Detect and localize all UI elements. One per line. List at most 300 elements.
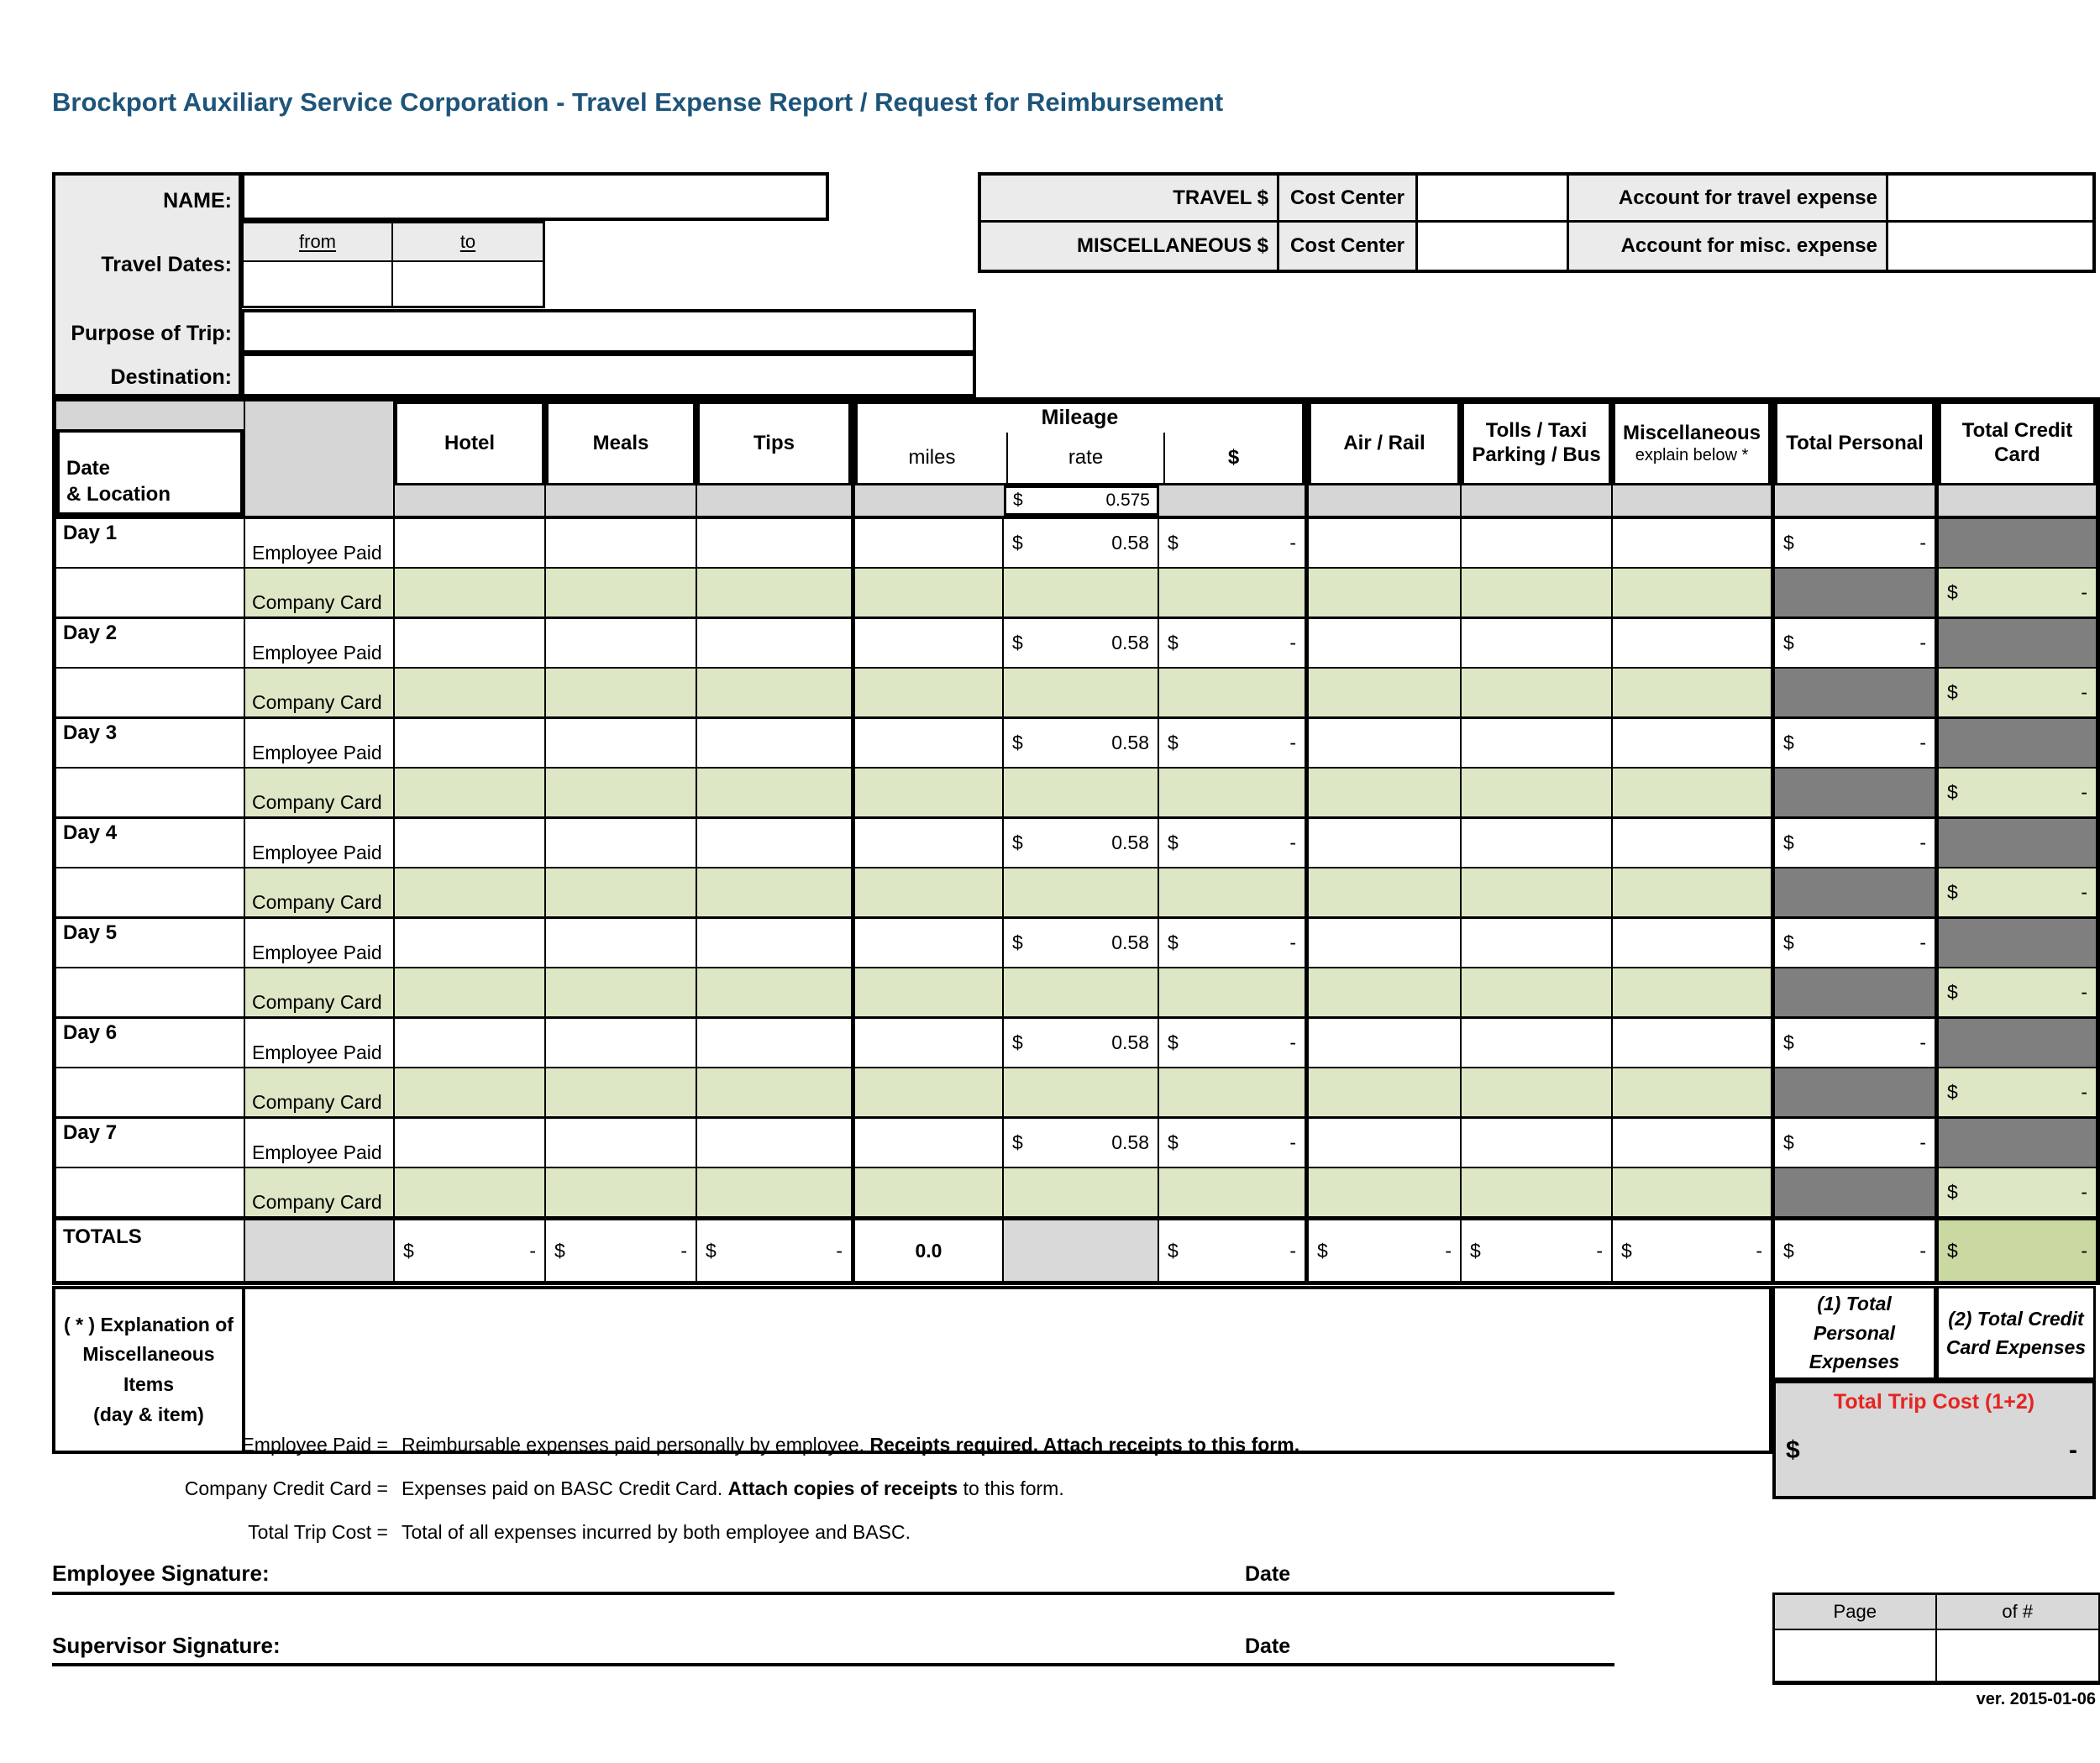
day2-employee-miles-cell[interactable]: [853, 619, 1004, 667]
day4-company-tips-cell[interactable]: [697, 868, 853, 916]
day7-employee-misc-cell[interactable]: [1613, 1119, 1772, 1167]
currency-symbol: $: [1012, 1031, 1023, 1053]
day1-company-hotel-cell[interactable]: [395, 569, 546, 617]
day2-company-card-label: Company Card: [245, 669, 395, 716]
day1-company-air-rail-cell[interactable]: [1306, 569, 1462, 617]
employee-signature-line[interactable]: [52, 1592, 1614, 1595]
day5-employee-total-credit-blocked: [1936, 919, 2096, 967]
mileage-header-box: [855, 401, 1305, 485]
day3-company-card-label: Company Card: [245, 769, 395, 816]
amount-value: -: [1445, 1239, 1452, 1262]
amount-value: -: [1289, 832, 1296, 853]
day6-company-row: [56, 1067, 2096, 1116]
amount-value: 0.58: [1111, 632, 1149, 653]
day1-employee-mileage-amount: [1159, 519, 1306, 567]
currency-symbol: $: [1470, 1239, 1481, 1262]
air-rail-strip: [1309, 485, 1460, 516]
day6-employee-hotel-cell[interactable]: [395, 1019, 546, 1067]
currency-symbol: $: [1621, 1239, 1632, 1262]
misc-header-cell: [1613, 401, 1772, 516]
day4-company-meals-cell[interactable]: [546, 868, 697, 916]
meals-header-cell: [546, 401, 697, 516]
label-line: Personal: [1813, 1321, 1896, 1344]
tolls-header-line2: Parking / Bus: [1472, 443, 1601, 466]
day4-employee-miles-cell[interactable]: [853, 819, 1004, 867]
day1-employee-paid-label: Employee Paid: [245, 519, 395, 567]
legend-line-1: [52, 1423, 1480, 1467]
day4-employee-row: [56, 816, 2096, 867]
day2-company-total-credit: [1936, 669, 2096, 716]
hotel-header: Hotel: [395, 401, 544, 485]
day3-company-row: [56, 767, 2096, 816]
day2-company-total-personal-blocked: [1772, 669, 1936, 716]
day3-company-miles-cell[interactable]: [853, 769, 1004, 816]
day3-company-tolls-cell[interactable]: [1462, 769, 1613, 816]
day4-employee-mileage-amount: [1159, 819, 1306, 867]
day5-employee-air-rail-cell[interactable]: [1306, 919, 1462, 967]
totals-paid-by-cell: [245, 1220, 395, 1281]
legend-text-bold: Attach copies of receipts: [727, 1477, 958, 1499]
amount-value: -: [836, 1239, 843, 1262]
day4-employee-total-personal: [1772, 819, 1936, 867]
day6-employee-tips-cell[interactable]: [697, 1019, 853, 1067]
day6-company-total-credit: [1936, 1068, 2096, 1116]
day4-employee-misc-cell[interactable]: [1613, 819, 1772, 867]
day5-company-meals-cell[interactable]: [546, 968, 697, 1016]
total-trip-cost-label: Total Trip Cost (1+2): [1833, 1390, 2035, 1414]
currency-symbol: $: [1012, 832, 1023, 853]
day1-date-location-cell[interactable]: [56, 569, 245, 617]
info-label-column: [52, 172, 242, 397]
day2-employee-total-credit-blocked: [1936, 619, 2096, 667]
day5-company-mileage-amount-cell[interactable]: [1159, 968, 1306, 1016]
day1-company-mileage-amount-cell[interactable]: [1159, 569, 1306, 617]
totals-tips: [697, 1220, 853, 1281]
prior-rate-value: 0.575: [1105, 491, 1150, 510]
day4-company-card-label: Company Card: [245, 868, 395, 916]
day6-company-tips-cell[interactable]: [697, 1068, 853, 1116]
day5-company-tips-cell[interactable]: [697, 968, 853, 1016]
currency-symbol: $: [1783, 931, 1794, 953]
day1-company-card-label: Company Card: [245, 569, 395, 617]
amount-value: -: [1919, 732, 1926, 753]
day7-employee-miles-cell[interactable]: [853, 1119, 1004, 1167]
day6-company-card-label: Company Card: [245, 1068, 395, 1116]
day6-company-mileage-amount-cell[interactable]: [1159, 1068, 1306, 1116]
currency-symbol: $: [1947, 1081, 1958, 1103]
day6-company-air-rail-cell[interactable]: [1306, 1068, 1462, 1116]
currency-symbol: $: [1012, 1131, 1023, 1153]
day4-employee-tolls-cell[interactable]: [1462, 819, 1613, 867]
currency-symbol: $: [1947, 881, 1958, 903]
day7-employee-tolls-cell[interactable]: [1462, 1119, 1613, 1167]
day6-label-cell[interactable]: Day 6: [56, 1019, 245, 1067]
day2-company-tips-cell[interactable]: [697, 669, 853, 716]
travel-dates-label: Travel Dates:: [101, 253, 232, 276]
day5-employee-tolls-cell[interactable]: [1462, 919, 1613, 967]
day7-company-tips-cell[interactable]: [697, 1168, 853, 1216]
day3-employee-tips-cell[interactable]: [697, 719, 853, 767]
day5-company-miles-cell[interactable]: [853, 968, 1004, 1016]
day7-company-miles-cell[interactable]: [853, 1168, 1004, 1216]
amount-value: 0.58: [1111, 832, 1149, 853]
day2-employee-hotel-cell[interactable]: [395, 619, 546, 667]
day4-employee-meals-cell[interactable]: [546, 819, 697, 867]
totals-mileage-amount: [1159, 1220, 1306, 1281]
day1-employee-miles-cell[interactable]: [853, 519, 1004, 567]
purpose-input[interactable]: [241, 309, 976, 354]
tolls-header-line1: Tolls / Taxi: [1485, 419, 1588, 443]
legend-label: Company Credit Card =: [184, 1477, 388, 1499]
currency-symbol: $: [1783, 1239, 1794, 1262]
currency-symbol: $: [1786, 1436, 1800, 1464]
hotel-strip: [395, 485, 544, 516]
day3-company-misc-cell[interactable]: [1613, 769, 1772, 816]
mileage-header-cell: [853, 401, 1306, 516]
totals-rate-cell: [1004, 1220, 1159, 1281]
day2-employee-tolls-cell[interactable]: [1462, 619, 1613, 667]
day1-employee-tolls-cell[interactable]: [1462, 519, 1613, 567]
day3-employee-hotel-cell[interactable]: [395, 719, 546, 767]
day2-employee-mileage-amount: [1159, 619, 1306, 667]
day6-employee-row: [56, 1016, 2096, 1067]
day3-company-total-personal-blocked: [1772, 769, 1936, 816]
total-credit-header-cell: [1936, 401, 2096, 516]
totals-meals: [546, 1220, 697, 1281]
day3-company-meals-cell[interactable]: [546, 769, 697, 816]
currency-symbol: $: [1168, 1131, 1179, 1153]
totals-air-rail: [1306, 1220, 1462, 1281]
misc-header-title: Miscellaneous: [1622, 421, 1761, 444]
day7-company-hotel-cell[interactable]: [395, 1168, 546, 1216]
amount-value: -: [1919, 1031, 1926, 1053]
day1-company-meals-cell[interactable]: [546, 569, 697, 617]
totals-total-credit: [1936, 1220, 2096, 1281]
day4-employee-hotel-cell[interactable]: [395, 819, 546, 867]
day6-employee-tolls-cell[interactable]: [1462, 1019, 1613, 1067]
day3-company-total-credit: [1936, 769, 2096, 816]
day7-date-location-cell[interactable]: [56, 1168, 245, 1216]
day1-company-mileage-rate-cell[interactable]: [1004, 569, 1159, 617]
legend-text-normal: Total of all expenses incurred by both employee and BASC.: [402, 1520, 911, 1543]
day2-company-miles-cell[interactable]: [853, 669, 1004, 716]
currency-symbol: $: [1783, 1031, 1794, 1053]
day2-date-location-cell[interactable]: [56, 669, 245, 716]
day3-employee-tolls-cell[interactable]: [1462, 719, 1613, 767]
day1-employee-mileage-rate: [1004, 519, 1159, 567]
rate-header: rate: [1006, 433, 1163, 483]
total-credit-expenses-label: [1936, 1286, 2096, 1380]
air-rail-header-cell: [1306, 401, 1462, 516]
day7-employee-meals-cell[interactable]: [546, 1119, 697, 1167]
total-credit-strip: [1939, 485, 2096, 516]
day2-company-mileage-amount-cell[interactable]: [1159, 669, 1306, 716]
amount-value: -: [1919, 532, 1926, 554]
day5-employee-total-personal: [1772, 919, 1936, 967]
day2-company-meals-cell[interactable]: [546, 669, 697, 716]
page-number-input[interactable]: [1775, 1630, 1937, 1681]
day5-employee-misc-cell[interactable]: [1613, 919, 1772, 967]
meals-header: Meals: [546, 401, 696, 485]
currency-symbol: $: [1168, 1239, 1179, 1262]
amount-value: -: [1919, 632, 1926, 653]
misc-cost-center-input[interactable]: [1418, 223, 1569, 270]
total-trip-cost-box: [1772, 1380, 2096, 1499]
day4-company-row: [56, 867, 2096, 916]
day4-employee-paid-label: Employee Paid: [245, 819, 395, 867]
amount-value: 0.58: [1111, 1031, 1149, 1053]
day6-company-mileage-rate-cell[interactable]: [1004, 1068, 1159, 1116]
day6-employee-total-personal: [1772, 1019, 1936, 1067]
currency-symbol: $: [1013, 491, 1023, 510]
destination-input[interactable]: [241, 353, 976, 397]
purpose-label: Purpose of Trip:: [71, 322, 232, 345]
day7-company-mileage-rate-cell[interactable]: [1004, 1168, 1159, 1216]
currency-symbol: $: [1168, 532, 1179, 554]
supervisor-signature-line[interactable]: [52, 1663, 1614, 1666]
currency-symbol: $: [1947, 681, 1958, 703]
day7-employee-air-rail-cell[interactable]: [1306, 1119, 1462, 1167]
day5-company-air-rail-cell[interactable]: [1306, 968, 1462, 1016]
from-input[interactable]: [244, 262, 393, 306]
amount-value: 0.58: [1111, 732, 1149, 753]
day2-employee-paid-label: Employee Paid: [245, 619, 395, 667]
day4-company-tolls-cell[interactable]: [1462, 868, 1613, 916]
day2-label-cell[interactable]: Day 2: [56, 619, 245, 667]
day3-company-mileage-rate-cell[interactable]: [1004, 769, 1159, 816]
amount-value: -: [2081, 781, 2087, 803]
day4-employee-air-rail-cell[interactable]: [1306, 819, 1462, 867]
day6-employee-miles-cell[interactable]: [853, 1019, 1004, 1067]
accounts-block: [978, 172, 2096, 273]
total-personal-expenses-label: [1772, 1286, 1936, 1380]
total-trip-cost-amount: [1776, 1414, 2092, 1465]
amount-value: -: [2081, 881, 2087, 903]
air-rail-header: Air / Rail: [1309, 401, 1460, 485]
label-line: Expenses: [1809, 1351, 1900, 1373]
day3-company-air-rail-cell[interactable]: [1306, 769, 1462, 816]
day3-employee-paid-label: Employee Paid: [245, 719, 395, 767]
travel-account-input[interactable]: [1888, 176, 2092, 223]
day5-employee-miles-cell[interactable]: [853, 919, 1004, 967]
currency-symbol: $: [1168, 931, 1179, 953]
amount-value: -: [1289, 632, 1296, 653]
day3-company-hotel-cell[interactable]: [395, 769, 546, 816]
amount-value: -: [1289, 732, 1296, 753]
day6-employee-misc-cell[interactable]: [1613, 1019, 1772, 1067]
page-title: Brockport Auxiliary Service Corporation - Travel Expense Report / Request for Reimbursement: [52, 87, 1224, 117]
day5-label-cell[interactable]: Day 5: [56, 919, 245, 967]
day5-company-hotel-cell[interactable]: [395, 968, 546, 1016]
day6-employee-paid-label: Employee Paid: [245, 1019, 395, 1067]
day7-employee-total-personal: [1772, 1119, 1936, 1167]
day1-label-cell[interactable]: Day 1: [56, 519, 245, 567]
day2-company-air-rail-cell[interactable]: [1306, 669, 1462, 716]
misc-account-label: Account for misc. expense: [1569, 223, 1888, 270]
amount-value: -: [2069, 1436, 2077, 1464]
legend-text-normal: Expenses paid on BASC Credit Card.: [402, 1477, 728, 1499]
page-box: [1772, 1592, 2100, 1685]
day7-company-air-rail-cell[interactable]: [1306, 1168, 1462, 1216]
amount-value: -: [529, 1239, 536, 1262]
day4-company-miles-cell[interactable]: [853, 868, 1004, 916]
legend-text: [402, 1434, 1299, 1456]
currency-symbol: $: [1168, 632, 1179, 653]
day7-company-row: [56, 1167, 2096, 1216]
day2-company-mileage-rate-cell[interactable]: [1004, 669, 1159, 716]
travel-cost-center-input[interactable]: [1418, 176, 1569, 223]
day3-employee-total-personal: [1772, 719, 1936, 767]
day6-company-total-personal-blocked: [1772, 1068, 1936, 1116]
to-label: to: [459, 231, 476, 252]
day3-date-location-cell[interactable]: [56, 769, 245, 816]
day1-company-miles-cell[interactable]: [853, 569, 1004, 617]
legend: [52, 1423, 1480, 1554]
day3-company-mileage-amount-cell[interactable]: [1159, 769, 1306, 816]
day7-employee-tips-cell[interactable]: [697, 1119, 853, 1167]
page-total-input[interactable]: [1937, 1630, 2099, 1681]
misc-account-input[interactable]: [1888, 223, 2092, 270]
currency-symbol: $: [1012, 732, 1023, 753]
travel-dates-block: [241, 221, 545, 308]
day5-employee-tips-cell[interactable]: [697, 919, 853, 967]
day7-employee-mileage-amount: [1159, 1119, 1306, 1167]
currency-symbol: $: [1012, 931, 1023, 953]
day3-employee-miles-cell[interactable]: [853, 719, 1004, 767]
day6-company-misc-cell[interactable]: [1613, 1068, 1772, 1116]
to-input[interactable]: [393, 262, 543, 306]
amount-value: 0.58: [1111, 931, 1149, 953]
currency-symbol: $: [706, 1239, 717, 1262]
amount-value: -: [2081, 1081, 2087, 1103]
day2-company-misc-cell[interactable]: [1613, 669, 1772, 716]
day3-employee-meals-cell[interactable]: [546, 719, 697, 767]
day4-company-air-rail-cell[interactable]: [1306, 868, 1462, 916]
mileage-subheaders: [858, 433, 1302, 483]
day7-company-tolls-cell[interactable]: [1462, 1168, 1613, 1216]
day2-company-hotel-cell[interactable]: [395, 669, 546, 716]
day6-company-tolls-cell[interactable]: [1462, 1068, 1613, 1116]
day4-date-location-cell[interactable]: [56, 868, 245, 916]
day5-employee-hotel-cell[interactable]: [395, 919, 546, 967]
tolls-header: [1462, 401, 1611, 485]
to-header: [393, 223, 543, 262]
day2-company-tolls-cell[interactable]: [1462, 669, 1613, 716]
table-header-row: [56, 401, 2096, 519]
day5-company-mileage-rate-cell[interactable]: [1004, 968, 1159, 1016]
amount-value: -: [2081, 1181, 2087, 1203]
day7-employee-row: [56, 1116, 2096, 1167]
day3-employee-air-rail-cell[interactable]: [1306, 719, 1462, 767]
day7-company-misc-cell[interactable]: [1613, 1168, 1772, 1216]
day4-company-hotel-cell[interactable]: [395, 868, 546, 916]
travel-amount-label: TRAVEL $: [981, 176, 1279, 223]
totals-hotel: [395, 1220, 546, 1281]
day1-employee-meals-cell[interactable]: [546, 519, 697, 567]
day4-company-mileage-amount-cell[interactable]: [1159, 868, 1306, 916]
day3-company-tips-cell[interactable]: [697, 769, 853, 816]
day6-company-meals-cell[interactable]: [546, 1068, 697, 1116]
currency-symbol: $: [1947, 1181, 1958, 1203]
day2-employee-meals-cell[interactable]: [546, 619, 697, 667]
day6-company-miles-cell[interactable]: [853, 1068, 1004, 1116]
label-line: (2) Total Credit: [1948, 1307, 2084, 1330]
day7-employee-hotel-cell[interactable]: [395, 1119, 546, 1167]
day1-employee-tips-cell[interactable]: [697, 519, 853, 567]
amount-value: -: [1919, 1239, 1926, 1262]
meals-strip: [546, 485, 696, 516]
legend-text-normal: Reimbursable expenses paid personally by employee.: [402, 1433, 870, 1456]
currency-symbol: $: [1168, 732, 1179, 753]
amount-value: -: [680, 1239, 687, 1262]
day5-date-location-cell[interactable]: [56, 968, 245, 1016]
employee-date-label: Date: [1245, 1562, 1291, 1586]
amount-value: 0.58: [1111, 1131, 1149, 1153]
amount-value: -: [1919, 1131, 1926, 1153]
currency-symbol: $: [1168, 832, 1179, 853]
day3-employee-misc-cell[interactable]: [1613, 719, 1772, 767]
day1-company-tolls-cell[interactable]: [1462, 569, 1613, 617]
day5-employee-mileage-rate: [1004, 919, 1159, 967]
name-input[interactable]: [241, 172, 829, 221]
explanation-line3: Items: [123, 1373, 175, 1395]
day2-employee-misc-cell[interactable]: [1613, 619, 1772, 667]
day2-employee-total-personal: [1772, 619, 1936, 667]
currency-symbol: $: [1012, 632, 1023, 653]
day1-employee-hotel-cell[interactable]: [395, 519, 546, 567]
day5-employee-mileage-amount: [1159, 919, 1306, 967]
day7-company-mileage-amount-cell[interactable]: [1159, 1168, 1306, 1216]
legend-text: [402, 1521, 911, 1544]
date-header-line2: & Location: [66, 482, 171, 506]
day3-label-cell[interactable]: Day 3: [56, 719, 245, 767]
day1-company-tips-cell[interactable]: [697, 569, 853, 617]
day4-company-misc-cell[interactable]: [1613, 868, 1772, 916]
amount-value: -: [1919, 832, 1926, 853]
day5-employee-meals-cell[interactable]: [546, 919, 697, 967]
day1-employee-misc-cell[interactable]: [1613, 519, 1772, 567]
currency-symbol: $: [1947, 581, 1958, 603]
day7-company-meals-cell[interactable]: [546, 1168, 697, 1216]
hotel-header-cell: [395, 401, 546, 516]
day2-employee-tips-cell[interactable]: [697, 619, 853, 667]
travel-cost-center-label: Cost Center: [1279, 176, 1418, 223]
amount-value: -: [1919, 931, 1926, 953]
day4-label-cell[interactable]: Day 4: [56, 819, 245, 867]
date-location-header-cell: [56, 401, 245, 516]
amount-value: -: [1289, 1239, 1296, 1262]
day6-employee-meals-cell[interactable]: [546, 1019, 697, 1067]
currency-symbol: $: [1783, 1131, 1794, 1153]
day5-company-misc-cell[interactable]: [1613, 968, 1772, 1016]
employee-signature-label: Employee Signature:: [52, 1561, 270, 1586]
day7-label-cell[interactable]: Day 7: [56, 1119, 245, 1167]
page-label: Page: [1775, 1595, 1937, 1630]
day6-date-location-cell[interactable]: [56, 1068, 245, 1116]
day6-company-hotel-cell[interactable]: [395, 1068, 546, 1116]
totals-row: [56, 1216, 2096, 1281]
explanation-line4: (day & item): [93, 1403, 204, 1425]
totals-label: TOTALS: [56, 1220, 245, 1281]
day4-company-mileage-rate-cell[interactable]: [1004, 868, 1159, 916]
date-header-line1: Date: [66, 456, 111, 480]
day6-employee-air-rail-cell[interactable]: [1306, 1019, 1462, 1067]
day2-employee-air-rail-cell[interactable]: [1306, 619, 1462, 667]
day1-company-misc-cell[interactable]: [1613, 569, 1772, 617]
day4-employee-tips-cell[interactable]: [697, 819, 853, 867]
day5-company-tolls-cell[interactable]: [1462, 968, 1613, 1016]
day1-employee-air-rail-cell[interactable]: [1306, 519, 1462, 567]
